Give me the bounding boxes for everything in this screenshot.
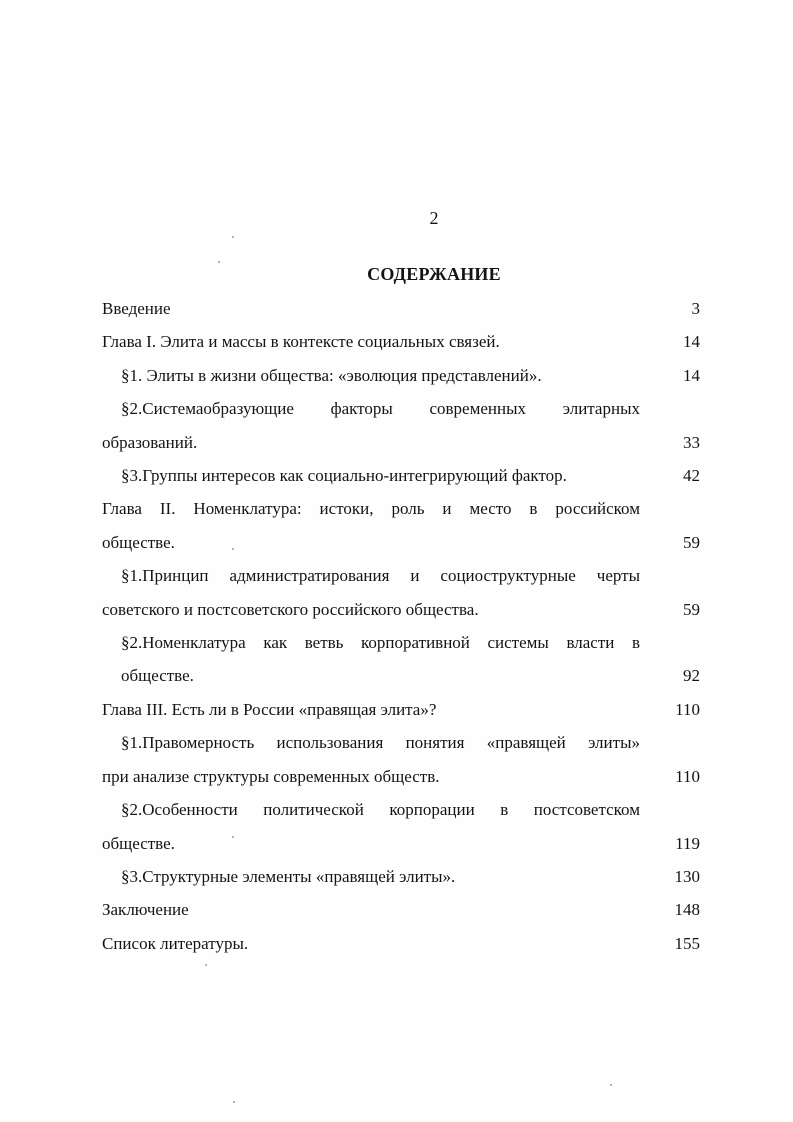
table-of-contents [102,292,702,960]
toc-entry-text: Список литературы. [102,933,249,953]
toc-entry-text: §1. Элиты в жизни общества: «эволюция представлений». [121,365,542,385]
toc-entry-page: 59 [683,532,700,552]
toc-entry-text-continued: образований. [102,432,198,452]
toc-entry-text-continued: при анализе структуры современных обществ. [102,766,440,786]
toc-entry-text: §2.Особенности политической корпорации в постсоветском [121,800,640,820]
scan-speck [232,548,234,550]
toc-entry-chapter-3-section-3 [102,860,702,893]
toc-entry-text: Глава I. Элита и массы в контексте социальных связей. [102,332,500,352]
toc-entry-text: Введение [102,299,171,318]
toc-entry-introduction [102,292,702,325]
toc-entry-text: Заключение [102,900,189,920]
toc-entry-page: 14 [683,332,700,352]
toc-entry-text-continued: советского и постсоветского российского общества. [102,599,479,619]
toc-entry-text: §3.Структурные элементы «правящей элиты». [121,866,456,886]
scan-speck [232,236,234,238]
toc-entry-page: 3 [691,299,700,318]
toc-entry-page: 130 [674,866,700,886]
toc-entry-chapter-3-section-2 [102,793,702,860]
toc-entry-chapter-3 [102,693,702,726]
toc-entry-text-continued: обществе. [102,833,175,853]
toc-entry-conclusion [102,893,702,926]
toc-entry-page: 59 [683,599,700,619]
toc-entry-chapter-2-section-1 [102,559,702,626]
toc-entry-text: §2.Системаобразующие факторы современных элитарных [121,399,640,419]
toc-entry-text: §3.Группы интересов как социально-интегрирующий фактор. [121,466,567,486]
toc-entry-page: 119 [675,833,700,853]
toc-entry-chapter-3-section-1 [102,726,702,793]
toc-title: СОДЕРЖАНИЕ [367,264,501,284]
toc-entry-text: §1.Принцип администратирования и социоструктурные черты [121,566,640,586]
toc-entry-chapter-2-section-2 [102,626,702,693]
toc-entry-text: §1.Правомерность использования понятия «правящей элиты» [121,733,640,753]
toc-entry-chapter-1 [102,325,702,358]
toc-entry-text: §2.Номенклатура как ветвь корпоративной системы власти в [121,633,640,653]
toc-entry-page: 14 [683,365,700,385]
toc-entry-bibliography [102,927,702,960]
scan-speck [205,964,207,966]
toc-entry-page: 148 [674,900,700,920]
scan-speck [233,1101,235,1103]
toc-entry-chapter-1-section-3 [102,459,702,492]
toc-entry-page: 33 [683,432,700,452]
toc-entry-page: 155 [674,933,700,953]
toc-entry-page: 42 [683,466,700,486]
page-number: 2 [429,208,439,228]
scan-speck [232,836,234,838]
toc-entry-text-continued: обществе. [102,532,175,552]
toc-entry-page: 92 [683,666,700,686]
toc-entry-chapter-1-section-1 [102,359,702,392]
toc-entry-page: 110 [675,766,700,786]
toc-entry-chapter-2 [102,492,702,559]
scan-speck [218,261,220,263]
scan-speck [610,1084,612,1086]
toc-entry-chapter-1-section-2 [102,392,702,459]
toc-entry-text: Глава III. Есть ли в России «правящая элита»? [102,699,437,719]
toc-entry-text: Глава II. Номенклатура: истоки, роль и место в российском [102,499,640,519]
toc-entry-text-continued: обществе. [121,666,194,686]
toc-entry-page: 110 [675,699,700,719]
